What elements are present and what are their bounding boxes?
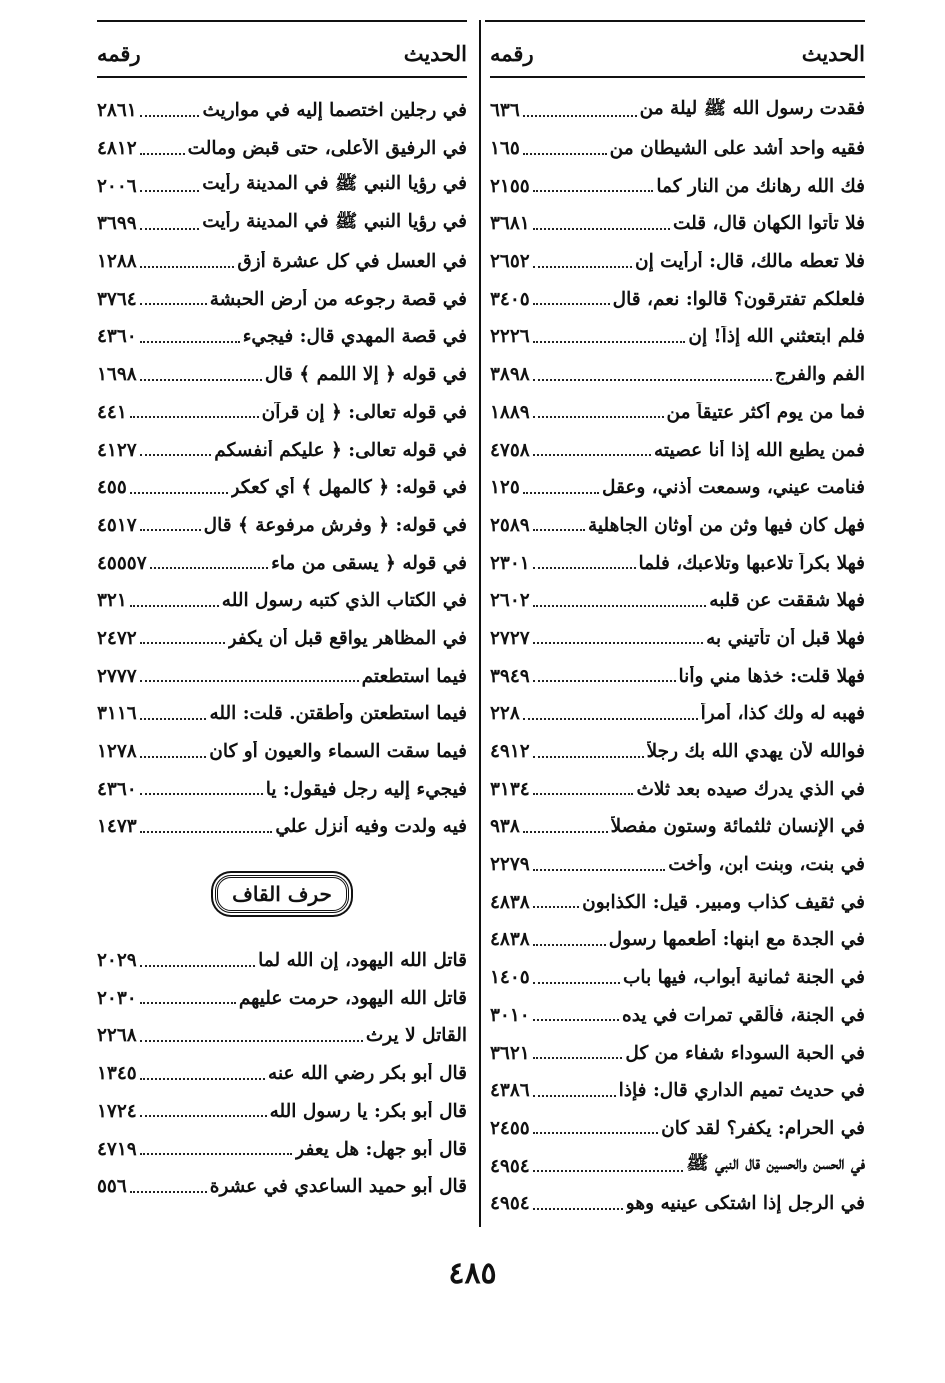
entry-number: ٤٥١٧ [97,514,137,536]
index-entry [97,979,467,1017]
left-entries-top [97,92,467,846]
entry-text: في الحبة السوداء شفاء من كل [625,1042,865,1064]
leader-dots [130,1191,207,1193]
entry-text: فنامت عيني، وسمعت أذني، وعقل [602,477,865,499]
entry-number: ٣٨٩٨ [490,364,530,386]
leader-dots [533,228,670,230]
leader-dots [533,379,772,381]
entry-text: قاتل الله اليهود، حرمت عليهم [238,987,467,1009]
leader-dots [533,605,707,607]
leader-dots [140,379,262,381]
entry-text: في الجنة ثمانية أبواب، فيها باب [623,967,865,989]
entry-text: فقدت رسول الله ﷺ ليلة من [639,97,865,119]
index-entry [97,394,467,432]
index-entry [490,1185,865,1223]
entry-text: في قوله ﴿ إلا اللمم ﴾ قال [264,364,467,386]
index-entry [97,507,467,545]
index-entry [97,130,467,168]
index-entry [97,657,467,695]
entry-number: ٥٥٦ [97,1176,127,1198]
index-entry [490,92,865,130]
entry-number: ٢٦٠٢ [490,590,530,612]
entry-text: في قوله تعالى: ﴿ عليكم أنفسكم [214,439,467,461]
leader-dots [523,492,599,494]
leader-dots [140,228,199,230]
leader-dots [533,454,651,456]
leader-dots [533,982,620,984]
leader-dots [140,1115,267,1117]
entry-number: ٢٢٨ [490,703,520,725]
leader-dots [523,718,698,720]
leader-dots [140,1002,236,1004]
index-entry [97,280,467,318]
entry-text: فقيه واحد أشد على الشيطان من [609,138,865,160]
leader-dots [533,1019,619,1021]
entry-text: الفم والفرج [774,364,865,386]
leader-dots [140,529,201,531]
leader-dots [140,341,240,343]
entry-text: قال أبو جهل: هل يعفر [295,1138,467,1160]
leader-dots [140,303,207,305]
leader-dots [140,831,273,833]
leader-dots [140,115,200,117]
entry-number: ٣٦٩٩ [97,213,137,235]
entry-text: في رجلين اختصما إليه في مواريث [202,100,467,122]
leader-dots [533,567,636,569]
column-divider [479,20,481,1227]
right-column [490,30,865,1223]
entry-text: في قوله تعالى: ﴿ إن قرآن [261,401,467,423]
entry-text: في قصة المهدي قال: فيجيء [242,326,467,348]
leader-dots [533,1208,623,1210]
index-entry [97,243,467,281]
entry-text: فلا تعطه مالك، قال: أرأيت إن [634,251,865,273]
leader-dots [140,1040,363,1042]
entry-number: ٤٥٥ [97,477,127,499]
entry-text: فلعلكم تفترقون؟ قالوا: نعم، قال [612,288,865,310]
entry-number: ٤١٢٧ [97,439,137,461]
entry-number: ١٦٥ [490,138,520,160]
leader-dots [140,965,255,967]
index-entry [97,205,467,243]
entry-number: ٣٠١٠ [490,1004,530,1026]
index-entry [97,695,467,733]
entry-number: ١٢٨٨ [97,251,137,273]
entry-text: القاتل لا يرث [365,1025,467,1047]
entry-text: في بنت، وبنت ابن، وأخت [668,854,865,876]
entry-text: قال أبو بكر رضي الله عنه [268,1063,467,1085]
number-header: رقمه [490,40,534,66]
entry-text: فهل كان فيها وثن من أوثان الجاهلية [588,514,865,536]
index-entry [97,582,467,620]
entry-text: فيه ولدت وفيه أنزل علي [275,816,467,838]
index-entry [97,733,467,771]
entry-number: ١٤٧٣ [97,816,137,838]
number-header: رقمه [97,40,141,66]
leader-dots [130,416,259,418]
entry-number: ٤٤١ [97,401,127,423]
entry-text: فهلا قبل أن تأتيني به [706,627,865,649]
index-entry [97,92,467,130]
index-entry [97,1055,467,1093]
index-entry [490,770,865,808]
leader-dots [140,190,199,192]
leader-dots [140,756,206,758]
entry-text: قال أبو حميد الساعدي في عشرة [209,1176,467,1198]
hadith-header: الحديث [801,40,865,66]
entry-text: فك الله رهانك من النار كما [656,175,865,197]
entry-number: ١٨٨٩ [490,401,530,423]
index-entry [97,431,467,469]
entry-text: فهلا شققت عن قلبه [709,590,865,612]
leader-dots [140,718,207,720]
entry-text: فهلا قلت: خذها مني وأنا [678,665,865,687]
index-entry [490,431,865,469]
entry-number: ٢٢٧٩ [490,854,530,876]
leader-dots [523,153,607,155]
entry-number: ٢١٥٥ [490,175,530,197]
index-entry [490,130,865,168]
entry-number: ٣٤٠٥ [490,288,530,310]
index-entry [490,1034,865,1072]
entry-number: ١٣٤٥ [97,1063,137,1085]
entry-text: في قصة رجوعه من أرض الحبشة [209,288,467,310]
entry-text: في الإنسان ثلثمائة وستون مفصلاً [610,816,865,838]
entry-number: ٤٧٥٨ [490,439,530,461]
hadith-header: الحديث [403,40,467,66]
leader-dots [533,1170,684,1172]
entry-number: ٢٤٥٥ [490,1117,530,1139]
leader-dots [533,341,686,343]
leader-dots [533,642,703,644]
index-entry [490,733,865,771]
index-entry [97,167,467,205]
entry-number: ١٢٧٨ [97,741,137,763]
index-entry [490,318,865,356]
entry-text: في الجنة، فألقي تمرات في يده [622,1004,865,1026]
entry-text: في الرفيق الأعلى، حتى قبض ومالت [187,138,467,160]
leader-dots [533,756,644,758]
leader-dots [533,303,610,305]
entry-text: في الحرام: يكفر؟ لقد كان [661,1117,865,1139]
leader-dots [533,1132,658,1134]
index-entry [490,959,865,997]
index-entry [490,394,865,432]
index-entry [97,1130,467,1168]
index-entry [490,205,865,243]
index-entry [490,695,865,733]
entry-text: في الرجل إذا اشتكى عينيه وهو [625,1193,865,1215]
left-entries-bottom [97,942,467,1206]
entry-text: فلا تأتوا الكهان قال، قلت [672,213,865,235]
entry-number: ٣٦٢١ [490,1042,530,1064]
entry-text: قال أبو بكر: يا رسول الله [269,1100,467,1122]
entry-text: في حديث تميم الداري قال: فإذا [618,1080,865,1102]
leader-dots [140,680,359,682]
index-entry [490,243,865,281]
entry-text: فهبه له ولك كذا، أمراً [700,703,865,725]
entry-number: ٤٥٥٥٧ [97,552,147,574]
entry-text: فما من يوم أكثر عتيقاً من [666,401,865,423]
leader-dots [533,906,579,908]
entry-text: في ثقيف كذاب ومبير. قيل: الكذابون [582,891,865,913]
entry-number: ٣١٣٤ [490,778,530,800]
index-entry [490,997,865,1035]
leader-dots [533,266,632,268]
entry-number: ٤٩٥٤ [490,1193,530,1215]
entry-number: ٤٩٥٤ [490,1155,530,1177]
column-header [490,30,865,78]
entry-number: ٢٦٥٢ [490,251,530,273]
entry-text: في المظاهر يواقع قبل أن يكفر [227,627,467,649]
entry-number: ٣٦٨١ [490,213,530,235]
entry-number: ٩٣٨ [490,816,520,838]
right-entries [490,92,865,1223]
entry-number: ١٢٥ [490,477,520,499]
leader-dots [140,1078,265,1080]
entry-text: في الحسن والحسين قال النبي ﷺ [686,1153,865,1175]
index-entry [97,770,467,808]
entry-number: ٢٠٠٦ [97,175,137,197]
index-entry [97,469,467,507]
entry-number: ٢٤٧٢ [97,627,137,649]
index-entry [97,1017,467,1055]
index-entry [490,280,865,318]
leader-dots [140,1153,293,1155]
index-entry [97,544,467,582]
index-entry [97,1168,467,1206]
entry-text: في رؤيا النبي ﷺ في المدينة رأيت [202,210,467,232]
entry-text: في قوله: ﴿ وفرش مرفوعة ﴾ قال [203,514,467,536]
entry-number: ١٦٩٨ [97,364,137,386]
entry-number: ٢٢٦٨ [97,1025,137,1047]
top-rule-left [97,20,467,22]
leader-dots [140,642,225,644]
entry-number: ١٤٠٥ [490,967,530,989]
section-heading [97,846,467,942]
index-entry [490,921,865,959]
leader-dots [533,529,585,531]
leader-dots [523,831,608,833]
index-entry [490,544,865,582]
section-title-box: حرف القاف [215,875,349,913]
entry-number: ١٧٢٤ [97,1100,137,1122]
entry-number: ٤٨١٢ [97,138,137,160]
entry-number: ٣١١٦ [97,703,137,725]
entry-text: في الجدة مع ابنها: أطعمها رسول [608,929,865,951]
entry-number: ٤٣٦٠ [97,778,137,800]
index-entry [490,469,865,507]
index-entry [97,356,467,394]
entry-number: ٢٨٦١ [97,100,137,122]
entry-text: في الكتاب الذي كتبه رسول الله [221,590,467,612]
index-entry [97,942,467,980]
index-entry [490,620,865,658]
index-entry [490,356,865,394]
leader-dots [533,416,664,418]
index-entry [490,1147,865,1185]
leader-dots [150,567,268,569]
top-rule-right [485,20,865,22]
entry-number: ٢٢٢٦ [490,326,530,348]
entry-text: في الذي يدرك صيده بعد ثلاث [636,778,865,800]
entry-number: ٤٨٣٨ [490,891,530,913]
leader-dots [130,605,219,607]
entry-text: في قوله ﴿ يسقى من ماء [271,552,467,574]
entry-text: فيما استطعتن وأطقتن. قلت: الله [209,703,467,725]
entry-number: ٤٩١٢ [490,741,530,763]
leader-dots [533,190,654,192]
page-number: ٤٨٥ [448,1256,497,1291]
index-entry [490,167,865,205]
leader-dots [533,1057,623,1059]
entry-text: في رؤيا النبي ﷺ في المدينة رأيت [202,173,467,195]
index-entry [490,657,865,695]
entry-number: ٢٣٠١ [490,552,530,574]
entry-number: ٣٩٤٩ [490,665,530,687]
entry-text: فيجيء إليه رجل فيقول: يا [265,778,467,800]
leader-dots [533,680,676,682]
entry-number: ٢٠٢٩ [97,950,137,972]
entry-number: ٤٣٨٦ [490,1080,530,1102]
entry-text: فلم ابتعثني الله إذاً! إن [688,326,865,348]
entry-number: ٤٧١٩ [97,1138,137,1160]
entry-number: ٤٨٣٨ [490,929,530,951]
leader-dots [533,793,634,795]
index-entry [490,1072,865,1110]
entry-number: ٣٢١ [97,590,127,612]
entry-number: ٢٧٧٧ [97,665,137,687]
entry-text: فهلا بكراً تلاعبها وتلاعبك، فلما [638,552,865,574]
index-entry [490,582,865,620]
index-entry [490,1110,865,1148]
leader-dots [533,869,666,871]
entry-text: في قوله: ﴿ كالمهل ﴾ أي كعكر [230,477,467,499]
entry-number: ٢٠٣٠ [97,987,137,1009]
leader-dots [140,266,235,268]
leader-dots [140,793,263,795]
index-entry [97,808,467,846]
index-entry [97,1093,467,1131]
left-column [97,30,467,1206]
index-entry [490,883,865,921]
index-entry [97,620,467,658]
leader-dots [140,454,211,456]
entry-number: ٣٧٦٤ [97,288,137,310]
column-header [97,30,467,78]
index-entry [97,318,467,356]
index-entry [490,507,865,545]
entry-text: فوالله لأن يهدي الله بك رجلاً [646,741,865,763]
leader-dots [523,115,637,117]
entry-text: قاتل الله اليهود، إن الله لما [258,950,467,972]
entry-text: فيما سقت السماء والعيون أو كان [209,741,467,763]
entry-number: ٢٥٨٩ [490,514,530,536]
leader-dots [130,492,228,494]
leader-dots [140,153,185,155]
entry-number: ٦٣٦ [490,100,520,122]
entry-text: في العسل في كل عشرة أزق [237,251,467,273]
entry-number: ٤٣٦٠ [97,326,137,348]
entry-text: فمن يطيع الله إذا أنا عصيته [653,439,865,461]
index-entry [490,846,865,884]
entry-text: فيما استطعتم [361,665,467,687]
entry-number: ٢٧٢٧ [490,627,530,649]
leader-dots [533,1095,616,1097]
leader-dots [533,944,606,946]
index-entry [490,808,865,846]
